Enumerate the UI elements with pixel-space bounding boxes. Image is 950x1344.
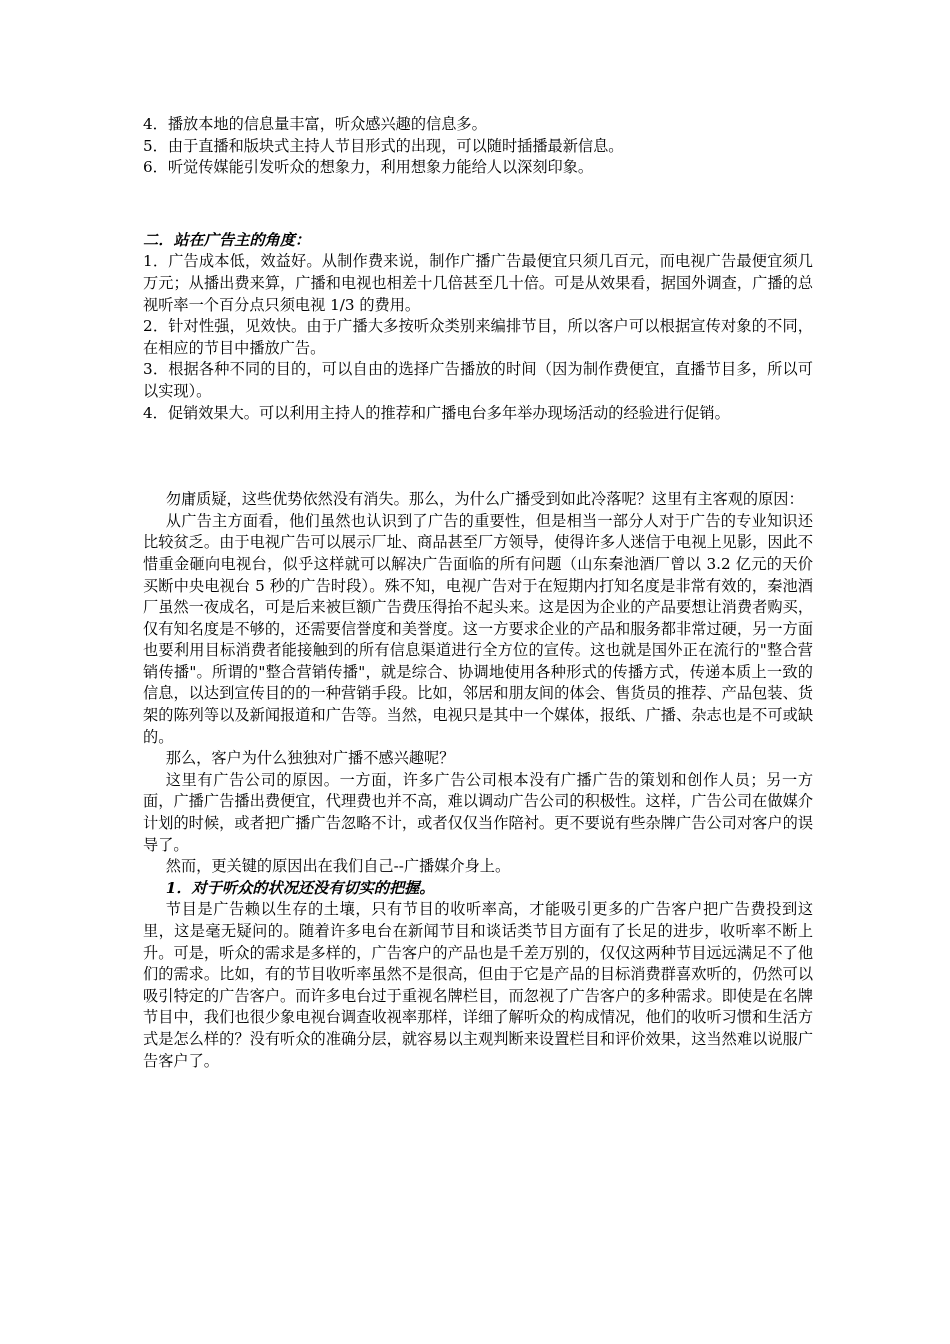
paragraph: 这里有广告公司的原因。一方面，许多广告公司根本没有广播广告的策划和创作人员；另一方面，广播广告播出费便宜，代理费也并不高，难以调动广告公司的积极性。这样，广告公司在做媒介计划的时候，或者把广播广告忽略不计，或者仅仅当作陪衬。更不要说有些杂牌广告公司对客户的误导了。	[143, 770, 813, 854]
list-item: 1．广告成本低，效益好。从制作费来说，制作广播广告最便宜只须几百元，而电视广告最便宜须几万元；从播出费来算，广播和电视也相差十几倍甚至几十倍。可是从效果看，据国外调查，广播的总视听率一个百分点只须电视 1/3 的费用。	[143, 252, 813, 314]
paragraph: 从广告主方面看，他们虽然也认识到了广告的重要性，但是相当一部分人对于广告的专业知识还比较贫乏。由于电视广告可以展示厂址、商品甚至厂方领导，使得许多人迷信于电视上见影，因此不惜重金砸向电视台，似乎这样就可以解决广告面临的所有问题（山东秦池酒厂曾以 3.2 亿元的天价买断中央电视台 5 秒的广告时段）。殊不知，电视广告对于在短期内打知名度是非常有效的，秦池酒厂虽然一夜成名，可是后来被巨额广告费压得抬不起头来。这是因为企业的产品要想让消费者购买，仅有知名度是不够的，还需要信誉度和美誉度。这一方要求企业的产品和服务都非常过硬，另一方面也要利用目标消费者能接触到的所有信息渠道进行全方位的宣传。这也就是国外正在流行的"整合营销传播"。所谓的"整合营销传播"，就是综合、协调地使用各种形式的传播方式，传递本质上一致的信息，以达到宣传目的的一种营销手段。比如，邻居和朋友间的体会、售货员的推荐、产品包装、货架的陈列等以及新闻报道和广告等。当然，电视只是其中一个媒体，报纸、广播、杂志也是不可或缺的。	[143, 511, 813, 746]
spacer	[143, 179, 813, 230]
paragraph: 然而，更关键的原因出在我们自己--广播媒介身上。	[165, 857, 511, 876]
list-item: 4．播放本地的信息量丰富，听众感兴趣的信息多。	[143, 115, 487, 133]
list-item: 3．根据各种不同的目的，可以自由的选择广告播放的时间（因为制作费便宜，直播节目多，所以可以实现）。	[143, 360, 813, 400]
paragraph: 那么，客户为什么独独对广播不感兴趣呢？	[165, 749, 455, 768]
list-item: 4．促销效果大。可以利用主持人的推荐和广播电台多年举办现场活动的经验进行促销。	[143, 403, 730, 422]
paragraph: 勿庸质疑，这些优势依然没有消失。那么，为什么广播受到如此冷落呢？这里有主客观的原因：	[165, 490, 804, 509]
spacer	[143, 424, 813, 489]
list-item: 6．听觉传媒能引发听众的想象力，利用想象力能给人以深刻印象。	[143, 158, 594, 177]
paragraph: 节目是广告赖以生存的土壤，只有节目的收听率高，才能吸引更多的广告客户把广告费投到这里，这是毫无疑问的。随着许多电台在新闻节目和谈话类节目方面有了长足的进步，收听率不断上升。可是，听众的需求是多样的，广告客户的产品也是千差万别的，仅仅这两种节目远远满足不了他们的需求。比如，有的节目收听率虽然不是很高，但由于它是产品的目标消费群喜欢听的，仍然可以吸引特定的广告客户。而许多电台过于重视名牌栏目，而忽视了广告客户的多种需求。即使是在名牌节目中，我们也很少象电视台调查收视率那样，详细了解听众的构成情况，他们的收听习惯和生活方式是怎么样的？没有听众的准确分层，就容易以主观判断来设置栏目和评价效果，这当然难以说服广告客户了。	[143, 900, 813, 1070]
section-heading: 二．站在广告主的角度：	[143, 230, 311, 249]
list-item: 5．由于直播和版块式主持人节目形式的出现，可以随时插播最新信息。	[143, 136, 624, 155]
document-page	[143, 114, 813, 1072]
list-item: 2．针对性强，见效快。由于广播大多按听众类别来编排节目，所以客户可以根据宣传对象的不同，在相应的节目中播放广告。	[143, 317, 813, 357]
subheading: 1．对于听众的状况还没有切实的把握。	[165, 878, 435, 897]
